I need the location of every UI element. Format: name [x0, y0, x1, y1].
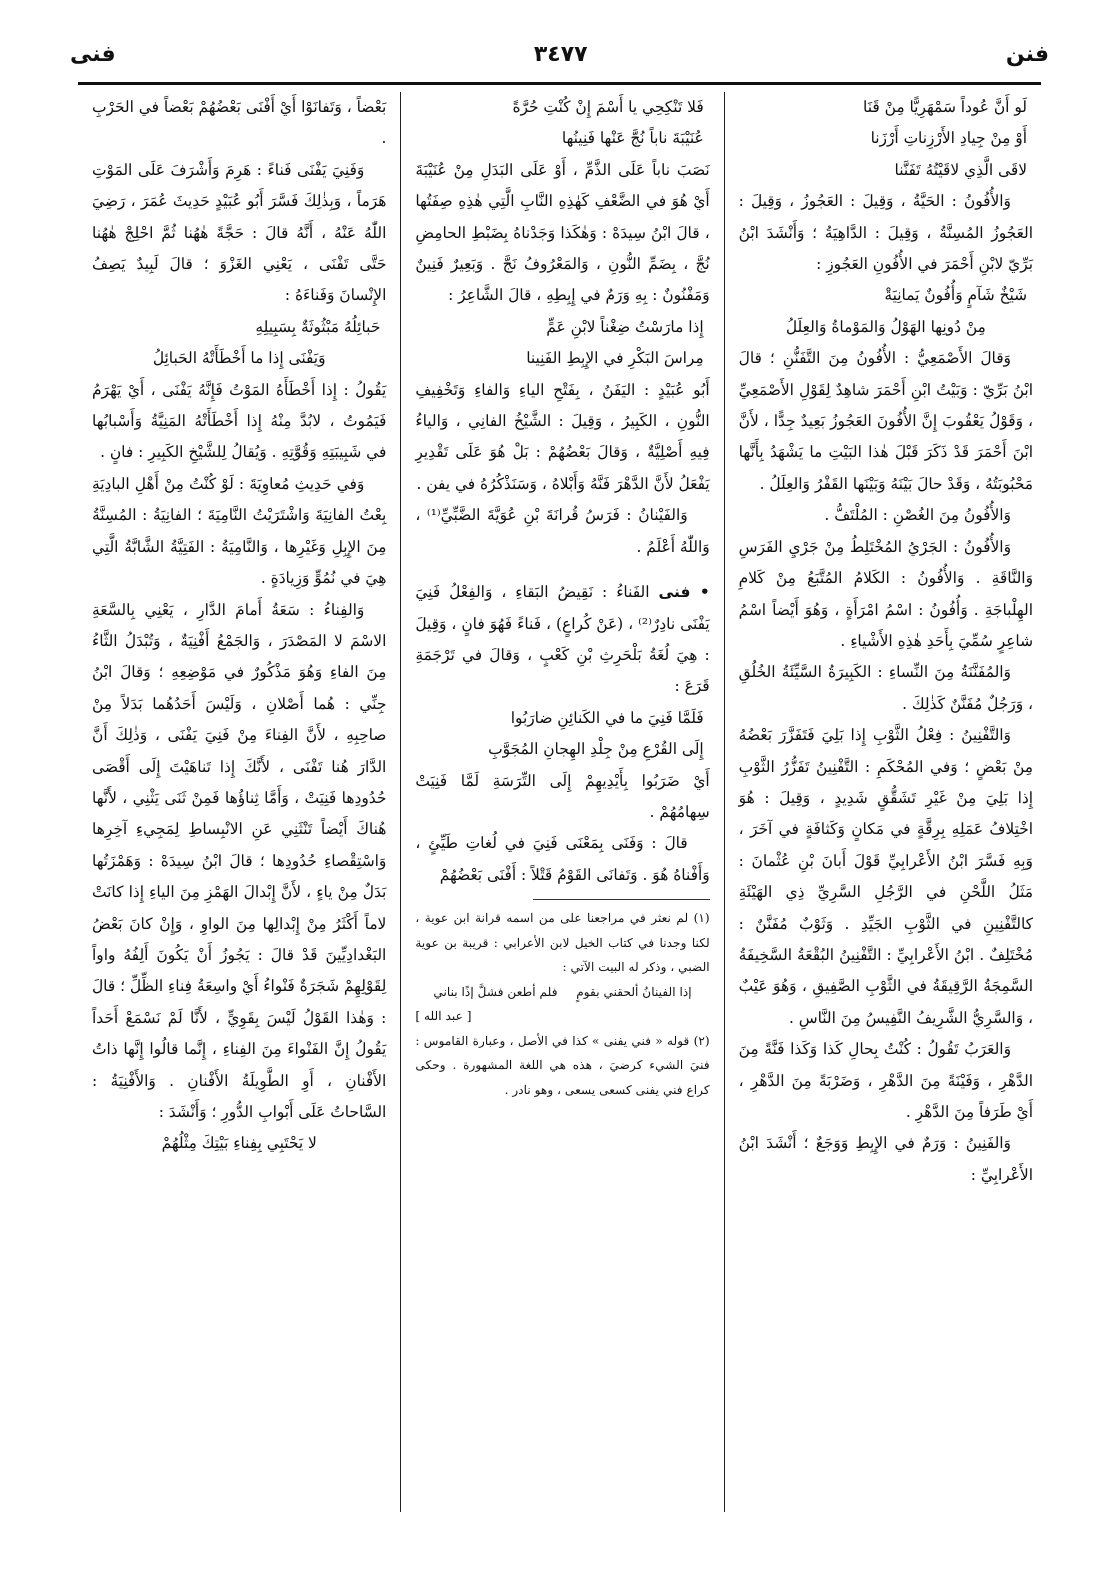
verse-line — [739, 123, 1033, 154]
paragraph: قالَ : وَفَنَى بِمَعْنَى فَنِيَ في لُغاتِ طَيِّئٍ ، وَأَفْناهُ هُوَ . وَتَفانَى القَوْمُ قَتْلاً : أَفْنَى بَعْضُهُمْ — [415, 834, 710, 884]
entry-paragraph: • فنى الفَناءُ : نَقِيضُ البَقاءِ ، وَالفِعْلُ فَنِيَ يَفْنَى نادِرٌ⁽²⁾ ، (عَنْ كُراعٍ) ، فَناءً فَهُوَ فانٍ ، وَقِيلَ : هِيَ لُغَةُ بَلْحَرِثِ بْنِ كَعْبٍ ، وَقالَ في تَرْجَمَةِ قَرَعَ : — [415, 583, 710, 696]
footnote-separator — [533, 899, 710, 900]
paragraph: وَفي حَدِيثِ مُعاوِيَةَ : لَوْ كُنْتُ مِنْ أَهْلِ البادِيَةِ بِعْتُ الفانِيَةَ وَاشْتَرَيْتُ النَّامِيَةَ ؛ الفانِيَةُ : المُسِنَّةُ مِنَ الإِبِلِ وَغَيْرِها ، وَالنَّامِيَةُ : الفَتِيَّةُ الشَّابَّةُ الَّتِي هِيَ في نُمُوٍّ وَزِيادَةٍ . — [92, 474, 387, 588]
verse-text: وَيَفْنَى إِذا ما أَخْطَأَتْهُ الحَبائِلُ — [152, 349, 326, 368]
verse-text: مِراسَ البَكْرِ في الإِبِطِ الفَنِينا — [526, 349, 704, 368]
footnote: (٢) قوله « فني يفنى » كذا في الأصل ، وعبارة القاموس : فنيَ الشيء كرضيَ ، هذه هي اللغة المشهورة . وحكى كراع فني يفنى كسعى يسعى ، وهو نادر . — [415, 1033, 710, 1097]
paragraph: وَالعَرَبُ تَقُولُ : كُنْتُ بِحالِ كَذا وَكَذا فَنَّةً مِنَ الدَّهْرِ ، وَفَيْنَةً مِنَ الدَّهْرِ ، وَضَرْبَةً مِنَ الدَّهْرِ ، أَيْ طَرَفاً مِنَ الدَّهْرِ . — [738, 1040, 1033, 1121]
paragraph: وَالفَنِينُ : وَرَمٌ في الإِبِطِ وَوَجَعٌ ؛ أَنْشَدَ ابْنُ الأَعْرابِيِّ : — [738, 1134, 1033, 1184]
verse-text: إِذا مارَسْتُ ضِغْناً لابْنِ عَمٍّ — [546, 317, 704, 336]
header-root-right: فنن — [1005, 41, 1049, 67]
verse-text: أَوْ مِنْ جِيادِ الأَرْزِناتِ أَرْزَنا — [870, 129, 1027, 148]
column-left — [78, 92, 401, 1512]
verse-line — [739, 280, 1033, 311]
entry-gap — [415, 563, 709, 577]
paragraph: نَصَبَ ناباً عَلَى الذَّمِّ ، أَوْ عَلَى البَدَلِ مِنْ عُنَيْبَةَ أَيْ هُوَ في الضَّعْفِ كَهٰذِهِ النَّابِ الَّتِي هٰذِهِ صِفَتُها ، قالَ ابْنُ سِيدَهْ : وَهٰكَذا وَجَدْناهُ بِضَبْطِ الحامِضِ نُجَّ ، بِضَمِّ النُّونِ ، وَالمَعْرُوفُ نَجَّ . وَبَعِيرٌ فَنِينٌ وَمَفْنُونٌ : بِهِ وَرَمٌ في إِبِطِهِ ، قالَ الشَّاعِرُ : — [415, 160, 710, 305]
verse-text: حَبائِلُهُ مَبْثُوثَةٌ بِسَبِيلِهِ — [255, 317, 381, 336]
verse-line — [415, 312, 709, 343]
paragraph: وَالأُفُونُ : الحَيَّةُ ، وَقِيلَ : العَجُوزُ ، وَقِيلَ : العَجُوزُ المُسِنَّةُ ، وَقِيلَ : الدَّاهِيَةُ ؛ وَأَنْشَدَ ابْنُ بَرِّيّ لابْنِ أَحْمَرَ في الأُفُونِ العَجُوزِ : — [738, 192, 1033, 274]
verse-line — [92, 312, 386, 343]
verse-hemistich: فلم أطعن فشلَّ إذًا بناني — [433, 984, 558, 999]
verse-line — [415, 123, 709, 154]
verse-text: مِنْ دُونِها الهَوْلُ وَالمَوْماةُ وَالعِلَلُ — [785, 317, 986, 336]
verse-text: شَيْخٌ شَآمٍ وَأُفُونٌ يَمانِيَةْ — [884, 286, 1027, 305]
text-columns — [78, 92, 1047, 1512]
page-number: ٣٤٧٧ — [533, 41, 588, 67]
verse-text: عُنَيْبَةَ ناباً نُجَّ عَنْها فَنِينُها — [561, 129, 704, 148]
paragraph: يَقُولُ : إِذا أَخْطَأَهُ المَوْتُ فَإِنَّهُ يَفْنَى ، أَيْ يَهْرَمُ فَيَمُوتُ ، لابُدَّ مِنْهُ إِذا أَخْطَأَتْهُ المَنِيَّةُ وَأَسْبابُها في شَبِيبَتِهِ وَقُوَّتِهِ . وَيُقالُ لِلشَّيْخِ الكَبِيرِ : فانٍ . — [92, 380, 387, 462]
verse-text: فَلا تَنْكِحِي يا أَسْمَ إِنْ كُنْتِ حُرَّةً — [512, 98, 704, 116]
verse-text: لَو أَنَّ عُوداً سَمْهَرِيًّا مِنْ قَنَا — [863, 98, 1027, 116]
paragraph: بَعْضاً ، وَتَفانَوْا أَيْ أَفْنَى بَعْضُهُمْ بَعْضاً في الحَرْبِ . — [92, 98, 387, 148]
verse-text: فَلَمَّا فَنِيَ ما في الكَنائِنِ ضارَبُوا — [510, 708, 704, 727]
verse-text: إِلَى القُرْعِ مِنْ جِلْدِ الهِجانِ المُجَوَّبِ — [488, 740, 704, 759]
header-rule — [78, 82, 1041, 85]
verse-line — [415, 734, 709, 765]
page-header — [70, 28, 1049, 80]
verse-line — [739, 92, 1033, 123]
verse-text: لاقَى الَّذِي لاقَيْتُهُ تَفَنَّنا — [894, 160, 1027, 179]
paragraph: وَالمُفَنَّنَةُ مِنَ النِّساءِ : الكَبِيرَةُ السَّيِّئَةُ الخُلُقِ ، وَرَجُلٌ مُفَنَّنٌ كَذٰلِكَ . — [738, 663, 1033, 713]
footnote-verse — [415, 980, 709, 1005]
column-middle — [401, 92, 724, 1512]
verse-line — [415, 92, 709, 123]
paragraph: وَالأُفُونُ مِنَ الغُصْنِ : المُلْتَفُّ . — [824, 506, 1011, 525]
paragraph: أَبُو عُبَيْدٍ : اليَفَنُ ، بِفَتْحِ الياءِ وَالفاءِ وَتَخْفِيفِ النُّونِ ، الكَبِيرُ ، وَقِيلَ : الشَّيْخُ الفانِي ، وَالياءُ فِيهِ أَصْلِيَّةٌ ، وَقالَ بَعْضُهُمْ : بَلْ هُوَ عَلَى تَقْدِيرِ يَفْعَلُ لأَنَّ الدَّهْرَ فَنَّهُ وَأَبْلاهُ ، وَسَنَذْكُرُهُ في يفن . — [415, 380, 710, 493]
paragraph: وَالفَيْنانُ : فَرَسُ قُرانَةَ بْنِ عُوَيَّةَ الضَّبِّيِّ⁽¹⁾ ، وَاللّٰهُ أَعْلَمُ . — [415, 506, 710, 556]
paragraph: وَالفِناءُ : سَعَةُ أَمامَ الدَّارِ ، يَعْنِي بِالسَّعَةِ الاسْمَ لا المَصْدَرَ ، وَالجَمْعُ أَفْنِيَةٌ ، وَتُبْدَلُ الثَّاءُ مِنَ الفاءِ وَهُوَ مَذْكُورٌ في مَوْضِعِهِ ؛ وَقالَ ابْنُ جِنِّي : هُما أَصْلانِ ، وَلَيْسَ أَحَدُهُما بَدَلاً مِنْ صاحِبِهِ ، لأَنَّ الفِناءَ مِنْ فَنِيَ يَفْنَى ، وَذٰلِكَ أَنَّ الدَّارَ هُنا تَفْنَى ، لأَنَّكَ إِذا تَناهَيْتَ إِلَى أَقْصَى حُدُودِها فَنِيَتْ ، وَأَمَّا ثِناؤُها فَمِنْ ثَنَى يَثْنِي ، لأَنَّها هُناكَ أَيْضاً تَنْثَنِي عَنِ الانْبِساطِ لِمَجِيءِ آخِرِها وَاسْتِقْصاءِ حُدُودِها ؛ قالَ ابْنُ سِيدَهْ : وَهَمْزَتُها بَدَلٌ مِنْ ياءٍ ، لأَنَّ إِبْدالَ الهَمْزِ مِنَ الياءِ إِذا كانَتْ لاماً أَكْثَرُ مِنْ إِبْدالِها مِنَ الواوِ ، وَإِنْ كانَ بَعْضُ البَغْدادِيِّينَ قَدْ قالَ : يَجُوزُ أَنْ يَكُونَ أَلِفُهُ واواً لِقَوْلِهِمْ شَجَرَةٌ فَنْواءُ أَيْ واسِعَةُ فِناءِ الظِّلِّ ؛ قالَ : وَهٰذا القَوْلُ لَيْسَ بِقَوِيٍّ ، لأَنَّا لَمْ نَسْمَعْ أَحَداً يَقُولُ إِنَّ الفَنْواءَ مِنَ الفِناءِ ، إِنَّما قالُوا إِنَّها ذاتُ الأَفْنانِ ، أَوِ الطَّوِيلَةُ الأَفْنانِ . وَالأَفْنِيَةُ : السَّاحاتُ عَلَى أَبْوابِ الدُّورِ ؛ وَأَنْشَدَ : — [92, 600, 387, 1121]
footnote-signature: [ عبد الله ] — [415, 1009, 472, 1024]
verse-line — [92, 343, 386, 374]
footnotes — [415, 906, 709, 1102]
verse-line — [415, 703, 709, 734]
verse-line — [415, 343, 709, 374]
verse-text: لا يَحْتَبِي بِفِناءِ بَيْتِكَ مِثْلُهُمْ — [161, 1134, 317, 1153]
paragraph: أَيْ ضَرَبُوا بِأَيْدِيهِمْ إِلَى التِّرَسَةِ لَمَّا فَنِيَتْ سِهامُهُمْ . — [415, 771, 710, 821]
verse-hemistich: إذا الفينانُ ألحقني بقومٍ — [576, 984, 692, 999]
entry-headword: • فنى — [658, 583, 710, 602]
paragraph: وَالأُفُونُ : الجَرْيُ المُخْتَلِطُ مِنْ جَرْيِ الفَرَسِ وَالنَّاقَةِ . وَالأُفُونُ : الكَلامُ المُتَّبَعُ مِنْ كَلامِ الهِلْباجَةِ . وَأُفُونُ : اسْمُ امْرَأَةٍ ، وَهُوَ أَيْضاً اسْمُ شاعِرٍ سُمِّيَ بِأَحَدِ هٰذِهِ الأَشْياءِ . — [738, 537, 1033, 650]
verse-line — [739, 312, 1033, 343]
paragraph: وَقالَ الأَصْمَعِيُّ : الأُفُونُ مِنَ التَّفَنُّنِ ؛ قالَ ابْنُ بَرِّيّ : وَبَيْتُ ابْنِ أَحْمَرَ شاهِدٌ لِقَوْلِ الأَصْمَعِيِّ ، وَقَوْلُ يَعْقُوبَ إِنَّ الأُفُونَ العَجُوزُ بَعِيدٌ جِدًّا ، لأَنَّ ابْنَ أَحْمَرَ قَدْ ذَكَرَ قَبْلَ هٰذا البَيْتِ ما يَشْهَدُ بِأَنَّها مَحْبُوبَتُهُ ، وَقَدْ حالَ بَيْنَهُ وَبَيْنَها القَفْرُ وَالعِلَلُ . — [738, 349, 1033, 493]
header-root-left: فنى — [70, 41, 116, 67]
verse-line — [92, 1128, 386, 1159]
paragraph: وَفَنِيَ يَفْنَى فَناءً : هَرِمَ وَأَشْرَفَ عَلَى المَوْتِ هَرَماً ، وَبِذٰلِكَ فَسَّرَ أَبُو عُبَيْدٍ حَدِيثَ عُمَرَ ، رَضِيَ اللّٰهُ عَنْهُ ، أَنَّهُ قالَ : حَجَّةً هٰهُنا ثُمَّ احْلِجْ هٰهُنا حَتَّى تَفْنَى ، يَعْنِي الغَزْوَ ؛ قالَ لَبِيدٌ يَصِفُ الإِنْسانَ وَفَناءَهُ : — [92, 160, 387, 305]
paragraph: وَالتَّفْنِينُ : فِعْلُ الثَّوْبِ إِذا بَلِيَ فَتَفَزَّرَ بَعْضُهُ مِنْ بَعْضٍ ؛ وَفي المُحْكَمِ : التَّفْنِينُ تَفَزُّرُ الثَّوْبِ إِذا بَلِيَ مِنْ غَيْرِ تَشَقُّقٍ شَدِيدٍ ، وَقِيلَ : هُوَ اخْتِلافُ عَمَلِهِ بِرِقَّةٍ في مَكانٍ وَكَثافَةٍ في آخَرَ ، وَبِهِ فَسَّرَ ابْنُ الأَعْرابِيِّ قَوْلَ أَبانَ بْنِ عُثْمانَ : مَثَلُ اللَّحْنِ في الرَّجُلِ السَّرِيِّ ذِي الهَيْئَةِ كالتَّفْنِينِ في الثَّوْبِ الجَيِّدِ . وَثَوْبٌ مُفَنَّنٌ : مُخْتَلِفٌ . ابْنُ الأَعْرابِيِّ : التَّفْنِينُ البُقْعَةُ السَّخِيفَةُ السَّمِجَةُ الرَّقِيقَةُ في الثَّوْبِ الصَّفِيقِ ، وَهُوَ عَيْبٌ ، وَالسَّرِيُّ الشَّرِيفُ النَّفِيسُ مِنَ النَّاسِ . — [738, 726, 1033, 1027]
verse-line — [739, 155, 1033, 186]
column-right — [725, 92, 1047, 1512]
footnote: (١) لم نعثر في مراجعنا على من اسمه قرانة ابن عوية ، لكنا وجدنا في كتاب الخيل لابن الأعرابي : قريبة بن عوية الضبي ، وذكر له البيت الآتي : — [415, 911, 710, 975]
